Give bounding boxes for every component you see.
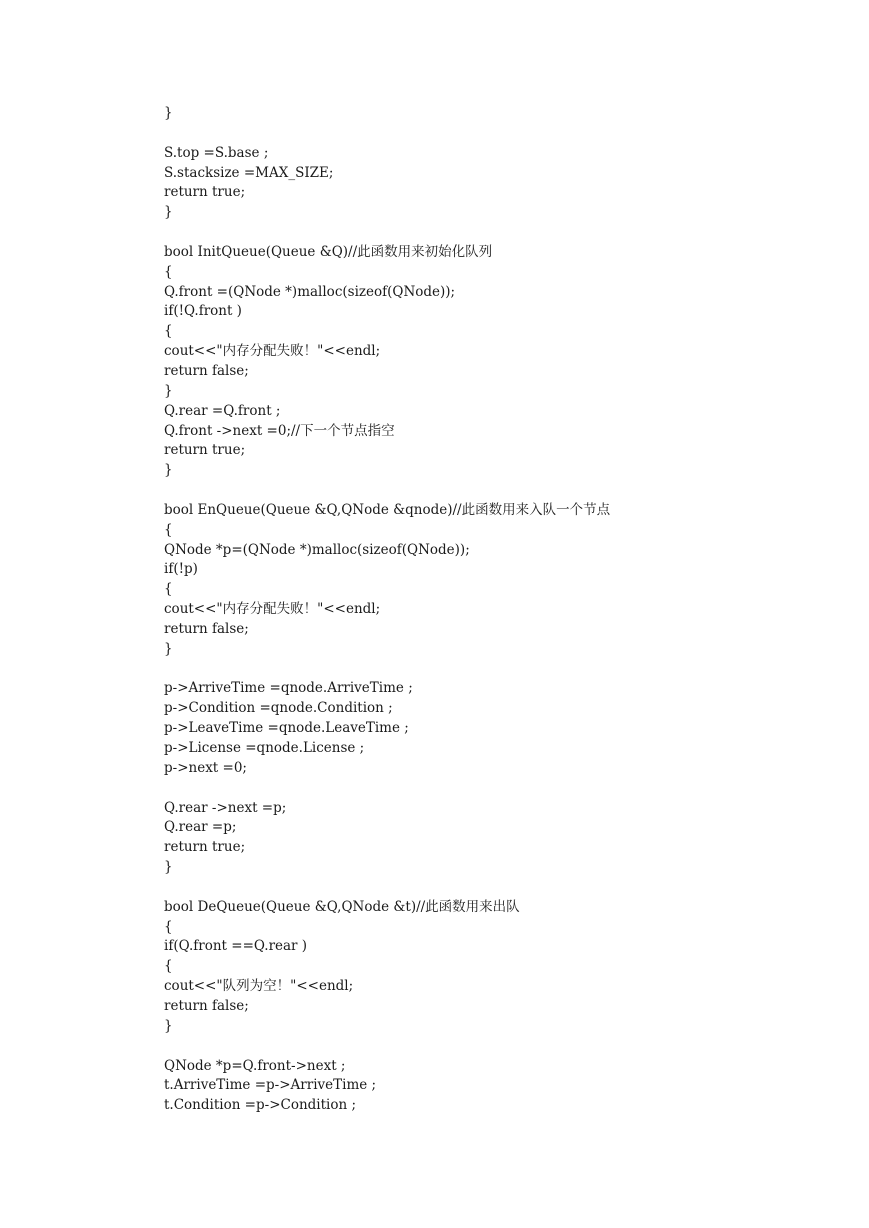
code-line: cout<<"内存分配失败！"<<endl; <box>164 343 381 360</box>
code-line: { <box>164 521 173 538</box>
blank-line <box>164 124 824 144</box>
code-line: return false; <box>164 997 249 1014</box>
code-line: { <box>164 263 173 280</box>
code-line: { <box>164 958 173 975</box>
blank-line <box>164 481 824 501</box>
code-line: return true; <box>164 442 246 459</box>
code-line: Q.front =(QNode *)malloc(sizeof(QNode)); <box>164 283 456 300</box>
code-line: p->next =0; <box>164 759 247 776</box>
code-line: bool EnQueue(Queue &Q,QNode &qnode)//此函数用来入队一个节点 <box>164 501 611 518</box>
code-line: return false; <box>164 362 249 379</box>
code-line: QNode *p=(QNode *)malloc(sizeof(QNode)); <box>164 541 470 558</box>
code-line: } <box>164 640 173 657</box>
code-line: bool DeQueue(Queue &Q,QNode &t)//此函数用来出队 <box>164 898 520 915</box>
code-line: S.top =S.base ; <box>164 144 269 161</box>
code-line: Q.rear =Q.front ; <box>164 402 281 419</box>
code-line: QNode *p=Q.front->next ; <box>164 1057 346 1074</box>
code-line: return true; <box>164 839 246 856</box>
code-line: return true; <box>164 184 246 201</box>
code-line: S.stacksize =MAX_SIZE; <box>164 164 334 181</box>
code-line: p->ArriveTime =qnode.ArriveTime ; <box>164 680 413 697</box>
code-line: p->LeaveTime =qnode.LeaveTime ; <box>164 720 409 737</box>
code-line: } <box>164 204 173 221</box>
blank-line <box>164 660 824 680</box>
code-line: p->Condition =qnode.Condition ; <box>164 700 393 717</box>
code-line: p->License =qnode.License ; <box>164 740 365 756</box>
code-line: Q.front ->next =0;//下一个节点指空 <box>164 422 395 439</box>
code-line: { <box>164 581 173 598</box>
code-line: bool InitQueue(Queue &Q)//此函数用来初始化队列 <box>164 243 493 260</box>
code-line: if(Q.front ==Q.rear ) <box>164 938 308 955</box>
code-line: } <box>164 105 173 121</box>
blank-line <box>164 223 824 243</box>
code-line: { <box>164 323 173 340</box>
code-line: if(!p) <box>164 561 198 578</box>
code-line: t.Condition =p->Condition ; <box>164 1097 357 1114</box>
code-line: } <box>164 859 173 876</box>
code-line: Q.rear =p; <box>164 819 237 836</box>
code-line: } <box>164 382 173 399</box>
code-listing <box>164 104 824 1116</box>
code-line: t.ArriveTime =p->ArriveTime ; <box>164 1077 377 1094</box>
code-line: } <box>164 462 173 479</box>
code-line: cout<<"队列为空！"<<endl; <box>164 978 354 995</box>
code-line: return false; <box>164 620 249 637</box>
code-line: } <box>164 1017 173 1034</box>
code-line: cout<<"内存分配失败！"<<endl; <box>164 601 381 618</box>
code-line: if(!Q.front ) <box>164 303 242 320</box>
blank-line <box>164 878 824 898</box>
blank-line <box>164 1037 824 1057</box>
blank-line <box>164 779 824 799</box>
code-line: { <box>164 918 173 935</box>
code-line: Q.rear ->next =p; <box>164 799 287 816</box>
